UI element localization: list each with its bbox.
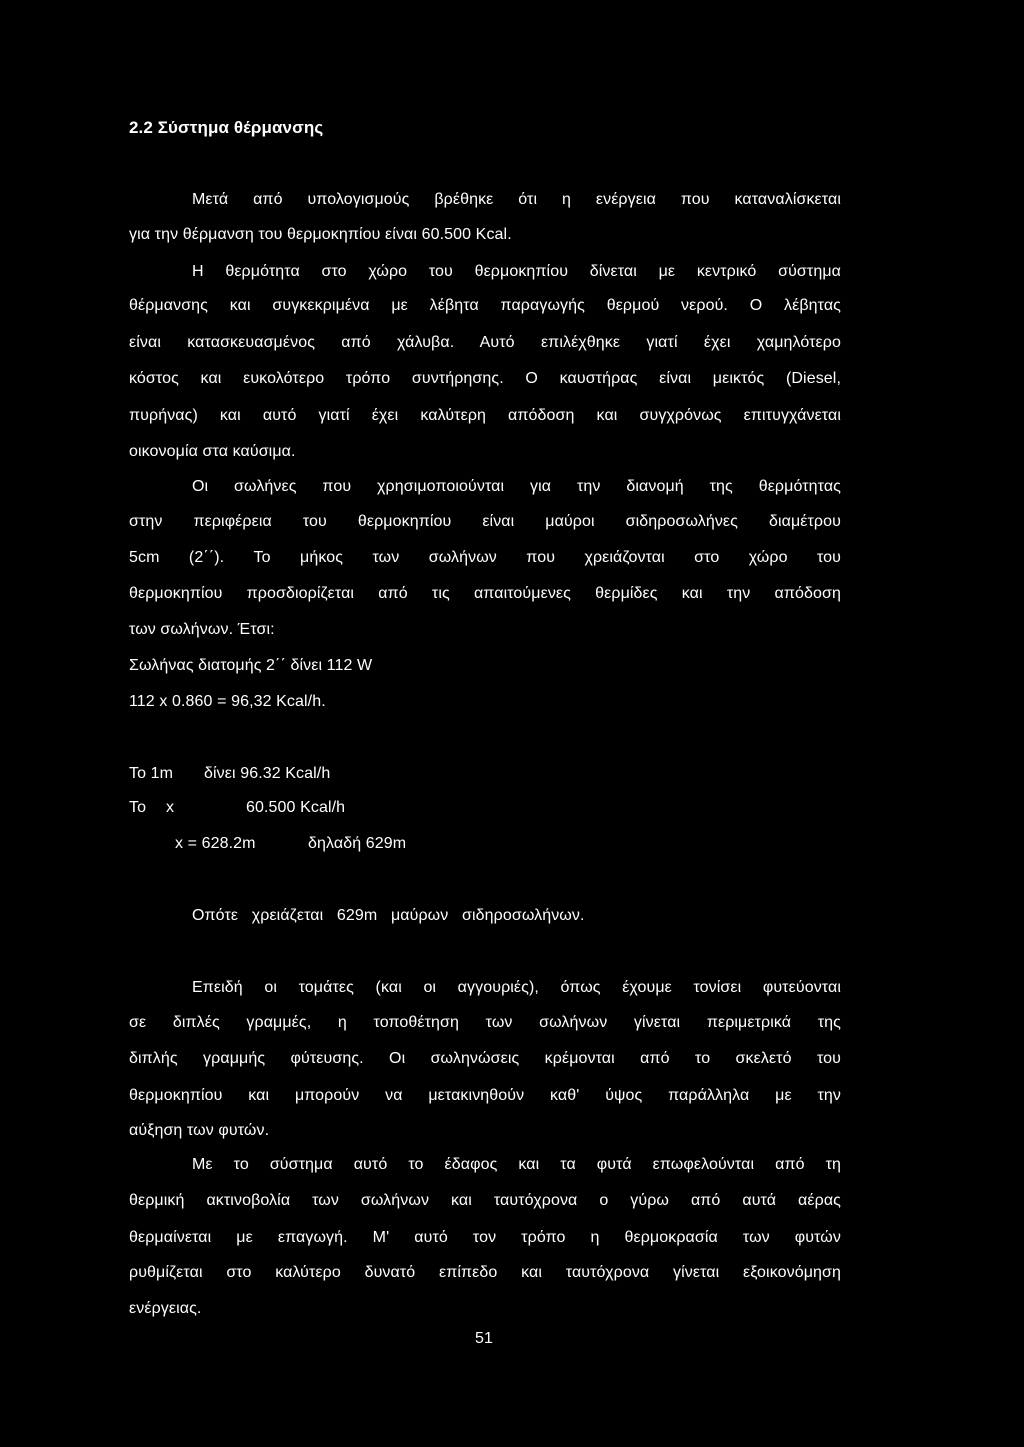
ratio-variable: x	[166, 799, 175, 816]
paragraph-line: Με το σύστημα αυτό το έδαφος και τα φυτά επωφελούνται από τη	[192, 1156, 841, 1173]
paragraph-line: κόστος και ευκολότερο τρόπο συντήρησης. Ο καυστήρας είναι μεικτός (Diesel,	[129, 370, 841, 387]
paragraph-line: για την θέρμανση του θερμοκηπίου είναι 60.500 Kcal.	[129, 226, 512, 243]
paragraph-line: Η θερμότητα στο χώρο του θερμοκηπίου δίνεται με κεντρικό σύστημα	[192, 263, 841, 280]
paragraph-line: Επειδή οι τομάτες (και οι αγγουριές), όπως έχουμε τονίσει φυτεύονται	[192, 979, 841, 996]
paragraph-line: θερμαίνεται με επαγωγή. Μ' αυτό τον τρόπο η θερμοκρασία των φυτών	[129, 1229, 841, 1246]
paragraph-line: 5cm (2΄΄). Το μήκος των σωλήνων που χρειάζονται στο χώρο του	[129, 549, 841, 566]
calculation-line: Σωλήνας διατομής 2΄΄ δίνει 112 W	[129, 657, 373, 674]
paragraph-line: ενέργειας.	[129, 1300, 202, 1317]
paragraph-line: των σωλήνων. Έτσι:	[129, 621, 275, 638]
paragraph-line: οικονομία στα καύσιμα.	[129, 443, 296, 460]
ratio-result-rounded: δηλαδή 629m	[308, 835, 407, 852]
ratio-label: Το	[129, 799, 147, 816]
paragraph-line: στην περιφέρεια του θερμοκηπίου είναι μαύροι σιδηροσωλήνες διαμέτρου	[129, 513, 841, 530]
ratio-value: 60.500 Kcal/h	[246, 799, 346, 816]
conclusion-line: Οπότε χρειάζεται 629m μαύρων σιδηροσωλήνων.	[192, 907, 585, 924]
paragraph-line: είναι κατασκευασμένος από χάλυβα. Αυτό επιλέχθηκε γιατί έχει χαμηλότερο	[129, 334, 841, 351]
paragraph-line: διπλής γραμμής φύτευσης. Οι σωληνώσεις κρέμονται από το σκελετό του	[129, 1050, 841, 1067]
paragraph-line: πυρήνας) και αυτό γιατί έχει καλύτερη απόδοση και συγχρόνως επιτυγχάνεται	[129, 407, 841, 424]
ratio-value: δίνει 96.32 Kcal/h	[204, 765, 331, 782]
paragraph-line: αύξηση των φυτών.	[129, 1122, 270, 1139]
paragraph-line: ρυθμίζεται στο καλύτερο δυνατό επίπεδο και ταυτόχρονα γίνεται εξοικονόμηση	[129, 1264, 841, 1281]
paragraph-line: θερμική ακτινοβολία των σωλήνων και ταυτόχρονα ο γύρω από αυτά αέρας	[129, 1192, 841, 1209]
ratio-result: x = 628.2m	[175, 835, 256, 852]
ratio-label: Το 1m	[129, 765, 174, 782]
paragraph-line: θέρμανσης και συγκεκριμένα με λέβητα παραγωγής θερμού νερού. Ο λέβητας	[129, 297, 841, 314]
paragraph-line: Οι σωλήνες που χρησιμοποιούνται για την διανομή της θερμότητας	[192, 478, 841, 495]
paragraph-line: Μετά από υπολογισμούς βρέθηκε ότι η ενέργεια που καταναλίσκεται	[192, 191, 841, 208]
paragraph-line: σε διπλές γραμμές, η τοποθέτηση των σωλήνων γίνεται περιμετρικά της	[129, 1014, 841, 1031]
page-number: 51	[475, 1330, 493, 1347]
calculation-line: 112 x 0.860 = 96,32 Kcal/h.	[129, 693, 326, 710]
section-heading: 2.2 Σύστημα θέρμανσης	[129, 118, 324, 137]
paragraph-line: θερμοκηπίου και μπορούν να μετακινηθούν καθ' ύψος παράλληλα με την	[129, 1087, 841, 1104]
paragraph-line: θερμοκηπίου προσδιορίζεται από τις απαιτούμενες θερμίδες και την απόδοση	[129, 585, 841, 602]
